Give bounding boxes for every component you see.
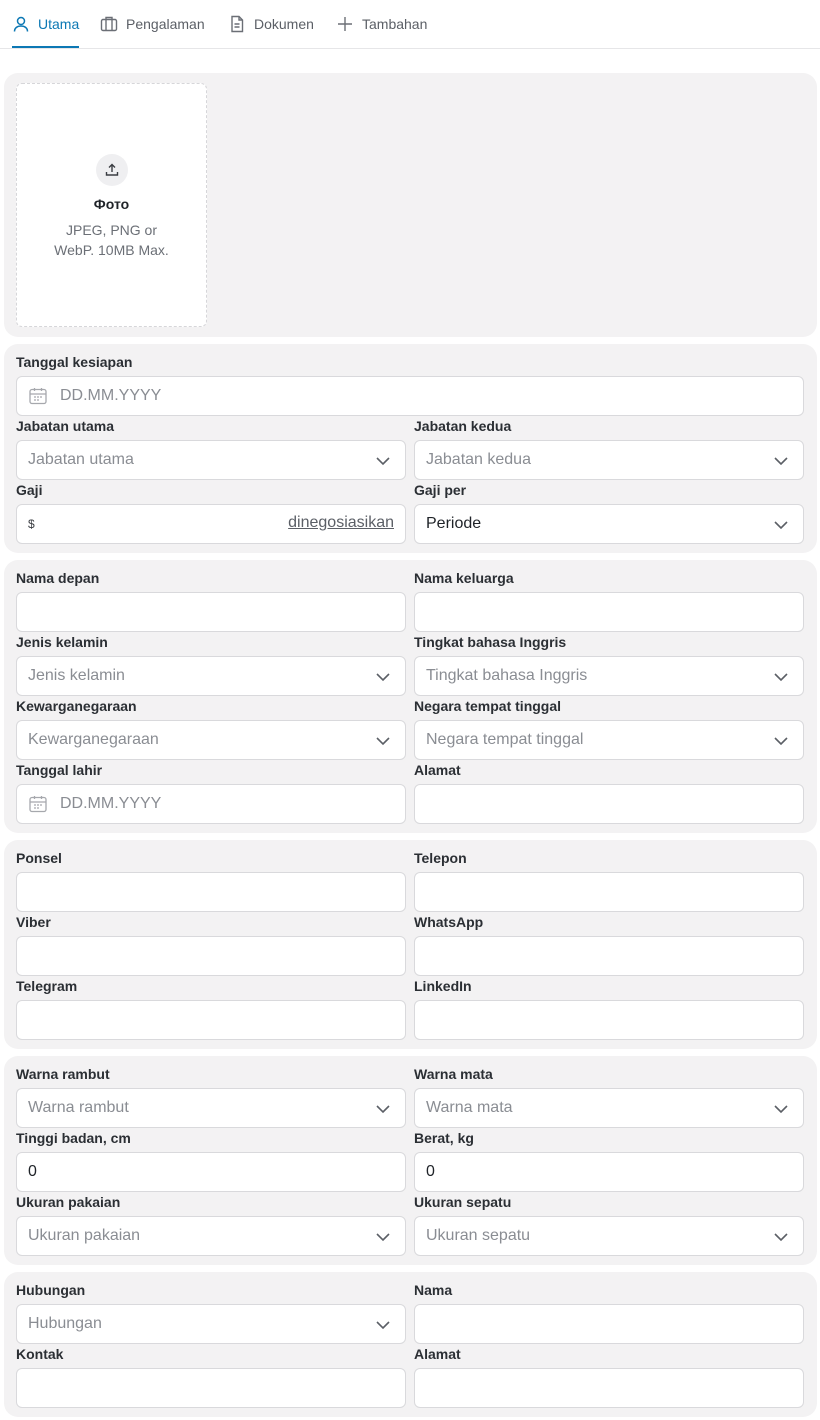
first-name-label: Nama depan bbox=[16, 570, 100, 586]
salary-label: Gaji bbox=[16, 482, 43, 498]
select-placeholder: Ukuran sepatu bbox=[426, 1227, 531, 1244]
tab-label: Pengalaman bbox=[126, 16, 205, 32]
eye-color-select[interactable] bbox=[414, 1088, 804, 1128]
chevron-down-icon bbox=[375, 453, 391, 469]
input-value: 0 bbox=[426, 1163, 435, 1180]
whatsapp-input[interactable] bbox=[414, 936, 804, 976]
linkedin-input[interactable] bbox=[414, 1000, 804, 1040]
citizenship-label: Kewarganegaraan bbox=[16, 698, 137, 714]
clothes-size-label: Ukuran pakaian bbox=[16, 1194, 121, 1210]
contact-name-input[interactable] bbox=[414, 1304, 804, 1344]
telegram-label: Telegram bbox=[16, 978, 78, 994]
phone-label: Telepon bbox=[414, 850, 467, 866]
salary-input[interactable] bbox=[16, 504, 406, 544]
chevron-down-icon bbox=[375, 1101, 391, 1117]
contact-address-label: Alamat bbox=[414, 1346, 461, 1362]
gender-select[interactable] bbox=[16, 656, 406, 696]
upload-button[interactable] bbox=[96, 154, 128, 186]
mobile-label: Ponsel bbox=[16, 850, 62, 866]
address-input[interactable] bbox=[414, 784, 804, 824]
last-name-input[interactable] bbox=[414, 592, 804, 632]
currency-symbol: $ bbox=[28, 517, 35, 531]
tab-utama[interactable] bbox=[12, 0, 79, 48]
english-level-select[interactable] bbox=[414, 656, 804, 696]
phone-input[interactable] bbox=[414, 872, 804, 912]
upload-icon bbox=[104, 162, 120, 178]
position-second-select[interactable] bbox=[414, 440, 804, 480]
salary-per-select[interactable] bbox=[414, 504, 804, 544]
select-placeholder: Kewarganegaraan bbox=[28, 731, 159, 748]
plus-icon bbox=[336, 15, 354, 33]
readiness-date-input[interactable] bbox=[16, 376, 804, 416]
weight-label: Berat, kg bbox=[414, 1130, 474, 1146]
tab-dokumen[interactable] bbox=[228, 0, 314, 48]
tab-label: Tambahan bbox=[362, 16, 428, 32]
select-placeholder: Ukuran pakaian bbox=[28, 1227, 141, 1244]
salary-negotiable-link[interactable]: dinegosiasikan bbox=[288, 514, 394, 531]
height-label: Tinggi badan, cm bbox=[16, 1130, 131, 1146]
shoe-size-label: Ukuran sepatu bbox=[414, 1194, 512, 1210]
last-name-label: Nama keluarga bbox=[414, 570, 514, 586]
calendar-icon bbox=[28, 386, 48, 406]
photo-title: Фото bbox=[93, 196, 130, 212]
relation-label: Hubungan bbox=[16, 1282, 86, 1298]
mobile-input[interactable] bbox=[16, 872, 406, 912]
contacts-section bbox=[4, 840, 817, 1049]
weight-input[interactable] bbox=[414, 1152, 804, 1192]
salary-per-label: Gaji per bbox=[414, 482, 467, 498]
english-level-label: Tingkat bahasa Inggris bbox=[414, 634, 567, 650]
document-icon bbox=[228, 15, 246, 33]
tab-tambahan[interactable] bbox=[336, 0, 427, 48]
select-placeholder: Warna rambut bbox=[28, 1099, 129, 1116]
readiness-section bbox=[4, 344, 817, 553]
select-placeholder: Negara tempat tinggal bbox=[426, 731, 584, 748]
personal-section bbox=[4, 560, 817, 833]
contact-input[interactable] bbox=[16, 1368, 406, 1408]
readiness-date-label: Tanggal kesiapan bbox=[16, 354, 133, 370]
appearance-section bbox=[4, 1056, 817, 1265]
linkedin-label: LinkedIn bbox=[414, 978, 472, 994]
clothes-size-select[interactable] bbox=[16, 1216, 406, 1256]
chevron-down-icon bbox=[773, 1101, 789, 1117]
select-placeholder: Jabatan kedua bbox=[426, 451, 531, 468]
select-placeholder: Tingkat bahasa Inggris bbox=[426, 667, 588, 684]
select-value: Periode bbox=[426, 515, 482, 532]
tab-pengalaman[interactable] bbox=[100, 0, 205, 48]
relation-select[interactable] bbox=[16, 1304, 406, 1344]
viber-label: Viber bbox=[16, 914, 51, 930]
viber-input[interactable] bbox=[16, 936, 406, 976]
user-icon bbox=[12, 15, 30, 33]
chevron-down-icon bbox=[773, 453, 789, 469]
position-second-label: Jabatan kedua bbox=[414, 418, 512, 434]
whatsapp-label: WhatsApp bbox=[414, 914, 484, 930]
contact-address-input[interactable] bbox=[414, 1368, 804, 1408]
contact-name-label: Nama bbox=[414, 1282, 453, 1298]
birth-date-label: Tanggal lahir bbox=[16, 762, 103, 778]
eye-color-label: Warna mata bbox=[414, 1066, 493, 1082]
input-value: 0 bbox=[28, 1163, 37, 1180]
briefcase-icon bbox=[100, 15, 118, 33]
birth-date-input[interactable] bbox=[16, 784, 406, 824]
height-input[interactable] bbox=[16, 1152, 406, 1192]
chevron-down-icon bbox=[375, 1317, 391, 1333]
citizenship-select[interactable] bbox=[16, 720, 406, 760]
position-main-label: Jabatan utama bbox=[16, 418, 115, 434]
chevron-down-icon bbox=[773, 517, 789, 533]
chevron-down-icon bbox=[375, 669, 391, 685]
country-select[interactable] bbox=[414, 720, 804, 760]
telegram-input[interactable] bbox=[16, 1000, 406, 1040]
photo-hint: JPEG, PNG or WebP. 10MB Max. bbox=[54, 222, 169, 258]
position-main-select[interactable] bbox=[16, 440, 406, 480]
select-placeholder: Jabatan utama bbox=[28, 451, 134, 468]
photo-upload[interactable] bbox=[16, 83, 207, 327]
date-placeholder: DD.MM.YYYY bbox=[60, 387, 162, 404]
chevron-down-icon bbox=[773, 669, 789, 685]
address-label: Alamat bbox=[414, 762, 461, 778]
calendar-icon bbox=[28, 794, 48, 814]
tab-label: Utama bbox=[38, 16, 80, 32]
chevron-down-icon bbox=[773, 1229, 789, 1245]
chevron-down-icon bbox=[773, 733, 789, 749]
shoe-size-select[interactable] bbox=[414, 1216, 804, 1256]
select-placeholder: Hubungan bbox=[28, 1315, 102, 1332]
tab-bar bbox=[0, 0, 820, 49]
hair-color-label: Warna rambut bbox=[16, 1066, 110, 1082]
country-label: Negara tempat tinggal bbox=[414, 698, 562, 714]
hair-color-select[interactable] bbox=[16, 1088, 406, 1128]
emergency-contact-section bbox=[4, 1272, 817, 1417]
first-name-input[interactable] bbox=[16, 592, 406, 632]
chevron-down-icon bbox=[375, 733, 391, 749]
select-placeholder: Warna mata bbox=[426, 1099, 513, 1116]
photo-section bbox=[4, 73, 817, 337]
gender-label: Jenis kelamin bbox=[16, 634, 108, 650]
select-placeholder: Jenis kelamin bbox=[28, 667, 125, 684]
tab-label: Dokumen bbox=[254, 16, 314, 32]
contact-label: Kontak bbox=[16, 1346, 64, 1362]
chevron-down-icon bbox=[375, 1229, 391, 1245]
date-placeholder: DD.MM.YYYY bbox=[60, 795, 162, 812]
